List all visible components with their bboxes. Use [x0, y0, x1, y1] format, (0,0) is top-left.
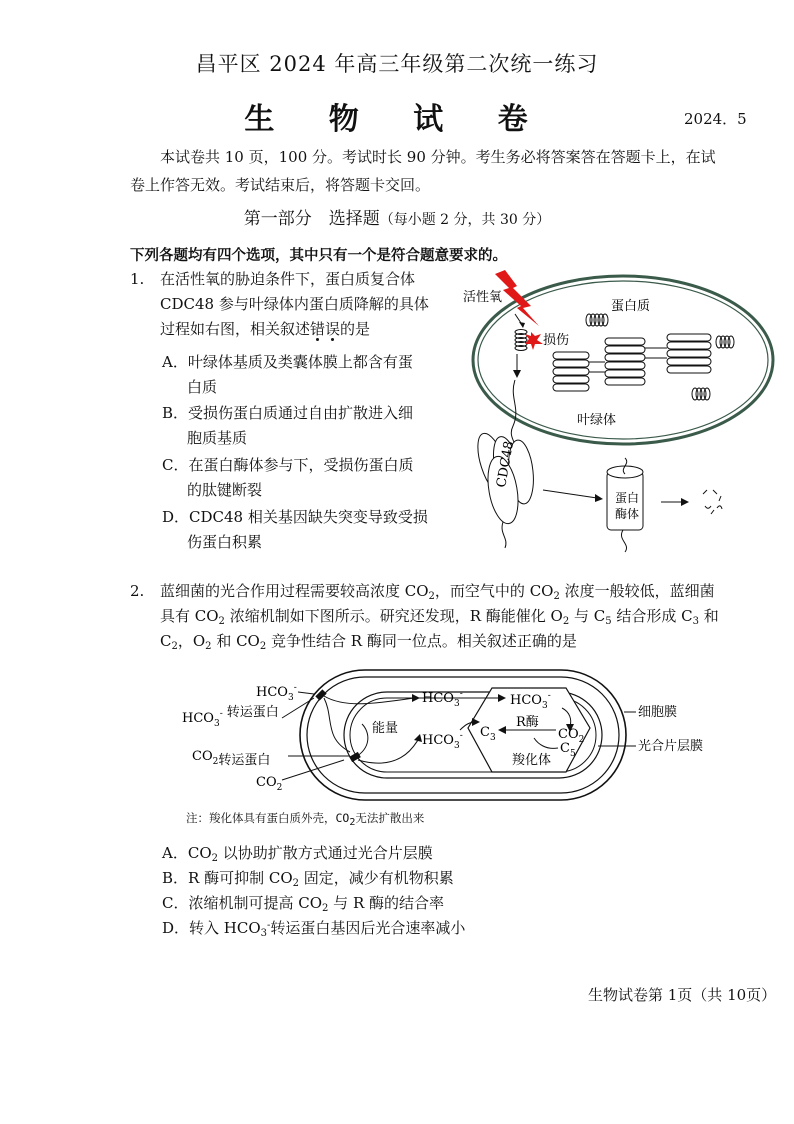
q1-stem: [160, 267, 460, 342]
label-cdc48: CDC48: [494, 439, 518, 489]
label-proteasome-2: 酶体: [615, 507, 640, 521]
label-proteasome-1: 蛋白: [615, 491, 640, 505]
intro-line-1: 本试卷共 10 页，100 分。考试时长 90 分钟。考生务必将答案答在答题卡上，在试: [160, 148, 716, 166]
label-protein: 蛋白质: [611, 299, 651, 314]
label-ros: 活性氧: [463, 290, 503, 305]
option-text: $CO_2$ 以协助扩散方式通过光合片层膜: [187, 844, 433, 864]
q2-cyanobacterium-diagram: [174, 668, 734, 804]
q2-figure-note: [186, 810, 424, 826]
label-hco3-outside: $HCO_3^-$: [256, 683, 297, 703]
q2-option-a[interactable]: [162, 841, 433, 866]
q1-option-c[interactable]: [162, 453, 462, 503]
q2-stem: [160, 579, 770, 654]
granum-middle: [605, 338, 645, 385]
option-label: D．: [162, 919, 190, 937]
q2-stem-line-2: 具有 $CO_2$ 浓缩机制如下图所示。研究还发现，R 酶能催化 $O_2$ 与 $C_5$ 结合形成 $C_3$ 和: [160, 607, 719, 627]
q2-stem-line-3: $C_2$，$O_2$ 和 $CO_2$ 竞争性结合 R 酶同一位点。相关叙述正确的是: [160, 632, 577, 652]
option-text: CDC48 相关基因缺失突变导致受损: [189, 508, 428, 526]
label-hco3-cytoplasm: $HCO_3^-$: [422, 689, 463, 709]
q2-stem-line-1: 蓝细菌的光合作用过程需要较高浓度 $CO_2$，而空气中的 $CO_2$ 浓度一般较低，蓝细菌: [160, 582, 715, 602]
label-hco3-lamella: $HCO_3^-$: [422, 731, 463, 751]
label-co2-carboxysome: $CO_2$: [558, 727, 585, 745]
exam-date: 2024．5: [684, 110, 747, 128]
label-damage: 损伤: [543, 333, 570, 348]
label-hco3-carboxysome: $HCO_3^-$: [510, 691, 551, 711]
page-footer: 生物试卷第 1页（共 10页）: [588, 986, 777, 1004]
subject-title: 生 物 试 卷: [244, 102, 550, 137]
option-text: 转入 $HCO_3^-$转运蛋白基因后光合速率减小: [189, 919, 466, 939]
label-co2-outside: $CO_2$: [256, 775, 283, 793]
section-title: 第一部分 选择题: [243, 209, 380, 229]
granum-left: [553, 352, 589, 391]
exam-title: 昌平区 2024 年高三年级第二次统一练习: [195, 52, 599, 76]
label-photosynthetic-membrane: 光合片层膜: [638, 739, 704, 754]
q1-option-a[interactable]: [162, 350, 462, 400]
option-text: R 酶可抑制 $CO_2$ 固定，减少有机物积累: [188, 869, 454, 889]
option-text: 受损伤蛋白质通过自由扩散进入细: [188, 404, 414, 422]
option-label: A．: [162, 353, 188, 371]
option-text-cont: 的肽键断裂: [187, 481, 263, 499]
option-label: A．: [162, 844, 188, 862]
option-label: C．: [162, 894, 189, 912]
peptide-fragments: [703, 490, 722, 514]
label-carboxysome: 羧化体: [512, 753, 552, 768]
option-text-cont: 伤蛋白积累: [187, 533, 263, 551]
option-label: C．: [162, 456, 189, 474]
option-label: B．: [162, 404, 189, 422]
q1-stem-line-2: CDC48 参与叶绿体内蛋白质降解的具体: [160, 295, 429, 313]
option-text: 叶绿体基质及类囊体膜上都含有蛋: [187, 353, 413, 371]
q1-number: 1.: [130, 270, 145, 288]
q1-option-b[interactable]: [162, 401, 462, 451]
label-cell-membrane: 细胞膜: [638, 705, 678, 720]
q2-note-text: 注：羧化体具有蛋白质外壳，$CO_2$无法扩散出来: [186, 811, 425, 828]
damage-burst-icon: [525, 332, 543, 350]
damaged-protein-coil: [515, 330, 527, 351]
q2-option-d[interactable]: [162, 916, 465, 941]
q1-emphasis-char-1: 错: [310, 320, 326, 338]
q2-number: 2.: [130, 582, 145, 600]
option-label: B．: [162, 869, 189, 887]
thylakoid-grana: [553, 334, 711, 391]
intro-paragraph: [130, 143, 770, 199]
label-r-enzyme: R酶: [516, 715, 539, 730]
q1-stem-line-3: [160, 317, 460, 342]
granum-right: [667, 334, 711, 373]
label-energy: 能量: [372, 721, 399, 736]
label-chloroplast: 叶绿体: [577, 413, 617, 428]
label-co2-transporter: $CO_2$转运蛋白: [192, 749, 271, 768]
option-text-cont: 白质: [187, 378, 218, 396]
q2-option-c[interactable]: [162, 891, 444, 916]
q1-stem-line-1: 在活性氧的胁迫条件下，蛋白质复合体: [160, 270, 416, 288]
label-c3: $C_3$: [480, 725, 496, 743]
intro-line-2: 卷上作答无效。考试结束后，将答题卡交回。: [130, 176, 431, 194]
protein-coil-small: [586, 314, 608, 326]
section-subtitle: （每小题 2 分，共 30 分）: [379, 212, 551, 228]
section-heading: [0, 204, 794, 229]
q1-emphasis-char-2: 误: [325, 320, 341, 338]
q1-stem-part-end: 的是: [340, 320, 371, 338]
instructions: 下列各题均有四个选项，其中只有一个是符合题意要求的。: [130, 248, 507, 264]
option-text: 在蛋白酶体参与下，受损伤蛋白质: [188, 456, 414, 474]
q1-stem-part: 过程如右图，相关叙述: [160, 320, 311, 338]
q1-chloroplast-diagram: [455, 268, 775, 558]
q1-option-d[interactable]: [162, 505, 462, 555]
option-text-cont: 胞质基质: [187, 429, 248, 447]
label-hco3-transporter: $HCO_3^-$ 转运蛋白: [182, 705, 279, 729]
q2-option-b[interactable]: [162, 866, 454, 891]
option-label: D．: [162, 508, 190, 526]
label-c5: $C_5$: [560, 741, 576, 759]
option-text: 浓缩机制可提高 $CO_2$ 与 R 酶的结合率: [188, 894, 445, 914]
